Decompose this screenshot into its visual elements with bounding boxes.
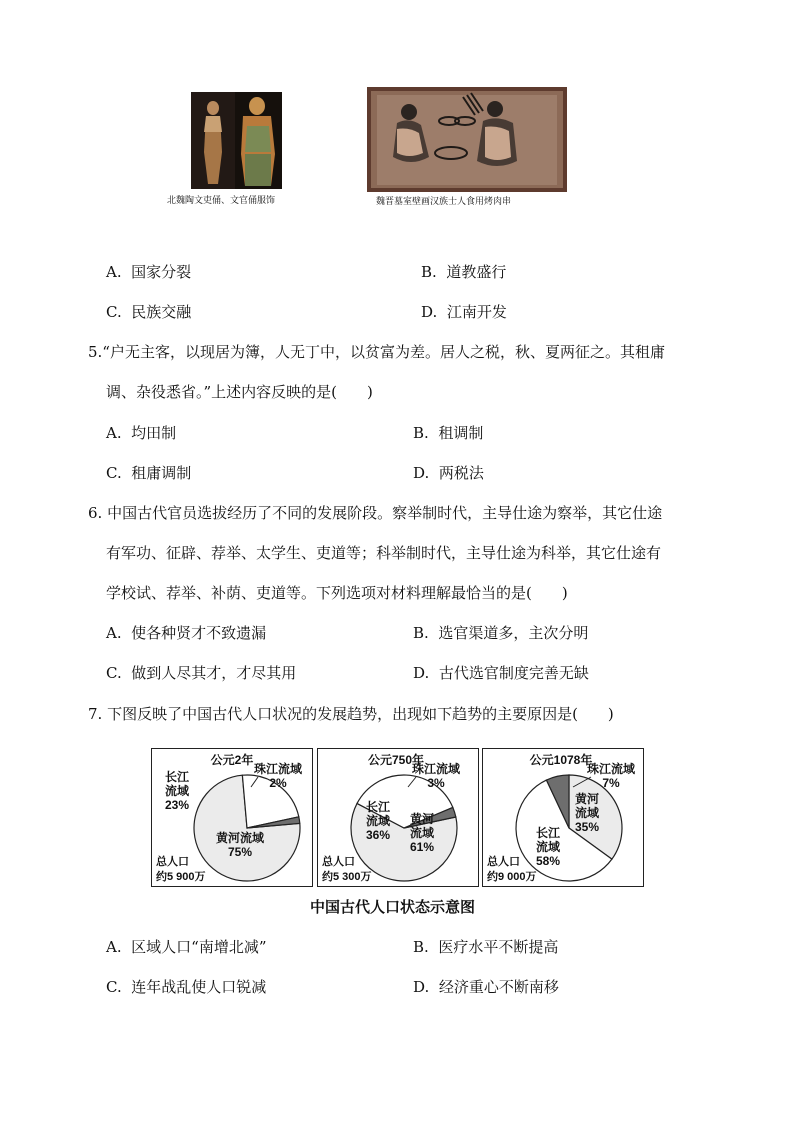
option-text: 区域人口“南增北减”: [131, 938, 267, 956]
option-text: 使各种贤才不致遗漏: [131, 624, 267, 642]
option-letter: D.: [413, 664, 430, 682]
q7-stem: 7. 下图反映了中国古代人口状况的发展趋势，出现如下趋势的主要原因是( ): [88, 705, 614, 723]
mural-image: [367, 87, 567, 192]
slice-label: 珠江流域: [253, 762, 303, 776]
q5-option-d[interactable]: [413, 463, 484, 483]
slice-label: 流域: [365, 814, 391, 828]
figure-title: 中国古代人口状态示意图: [310, 898, 476, 916]
option-letter: B.: [413, 938, 429, 956]
figurines-image: [191, 92, 282, 189]
q6-option-b[interactable]: [413, 623, 588, 643]
q5-stem-line1: 5.“户无主客，以现居为簿，人无丁中，以贫富为差。居人之税，秋、夏两征之。其租庸: [88, 343, 665, 361]
pie-chart-1: [152, 749, 312, 886]
q7-option-d[interactable]: [413, 977, 559, 997]
total-label: 总人口: [487, 856, 520, 868]
pie-chart-2: [318, 749, 478, 886]
pie-title: 公元1078年: [529, 753, 593, 767]
q5-option-b[interactable]: [413, 423, 483, 443]
option-text: 均田制: [131, 424, 177, 442]
option-letter: C.: [106, 464, 122, 482]
option-letter: C.: [106, 664, 122, 682]
slice-label: 黄河: [409, 812, 435, 826]
total-value: 约5 900万: [156, 871, 206, 883]
option-letter: A.: [106, 938, 122, 956]
slice-label: 珠江流域: [411, 762, 461, 776]
option-text: 医疗水平不断提高: [438, 938, 559, 956]
option-letter: A.: [106, 424, 122, 442]
pie-title: 公元2年: [210, 753, 254, 767]
slice-label: 长江: [164, 770, 190, 784]
option-letter: B.: [413, 624, 429, 642]
option-text: 古代选官制度完善无缺: [438, 664, 589, 682]
slice-label: 黄河: [574, 792, 600, 806]
slice-percent: 61%: [409, 840, 435, 854]
total-value: 约9 000万: [487, 871, 537, 883]
photo-mural: [367, 87, 567, 192]
slice-label: 流域: [164, 784, 190, 798]
option-letter: B.: [421, 263, 437, 281]
slice-label: 黄河流域: [215, 831, 265, 845]
q5-option-a[interactable]: [106, 423, 176, 443]
slice-label: 长江: [535, 826, 561, 840]
option-text: 租庸调制: [131, 464, 192, 482]
slice-percent: 36%: [365, 828, 391, 842]
slice-label: 流域: [535, 840, 561, 854]
pie-chart-box-3: [482, 748, 644, 887]
q4-option-c[interactable]: [106, 302, 191, 322]
q4-option-b[interactable]: [421, 262, 506, 282]
option-letter: C.: [106, 303, 122, 321]
slice-label: 流域: [574, 806, 600, 820]
q6-stem-line1: 6. 中国古代官员选拔经历了不同的发展阶段。察举制时代，主导仕途为察举，其它仕途: [88, 504, 663, 522]
slice-percent: 7%: [602, 776, 620, 790]
slice-percent: 75%: [227, 845, 253, 859]
q6-option-c[interactable]: [106, 663, 296, 683]
q5-option-c[interactable]: [106, 463, 191, 483]
option-letter: D.: [413, 978, 430, 996]
option-text: 经济重心不断南移: [438, 978, 559, 996]
q4-option-a[interactable]: [106, 262, 191, 282]
total-label: 总人口: [156, 856, 189, 868]
pie-chart-3: [483, 749, 643, 886]
slice-label: 珠江流域: [586, 762, 636, 776]
photo-figurines: [191, 92, 282, 189]
option-text: 连年战乱使人口锐减: [131, 978, 267, 996]
q4-option-d[interactable]: [421, 302, 507, 322]
photo-figurines-caption: 北魏陶文吏俑、文官俑服饰: [167, 196, 276, 206]
q6-stem-line2: 有军功、征辟、荐举、太学生、吏道等；科举制时代，主导仕途为科举，其它仕途有: [106, 544, 662, 562]
photo-mural-caption: 魏晋墓室壁画汉族士人食用烤肉串: [376, 197, 512, 207]
slice-percent: 2%: [269, 776, 287, 790]
q7-option-b[interactable]: [413, 937, 558, 957]
slice-label: 流域: [409, 826, 435, 840]
option-text: 民族交融: [131, 303, 192, 321]
option-letter: A.: [106, 624, 122, 642]
option-letter: C.: [106, 978, 122, 996]
slice-percent: 58%: [535, 854, 561, 868]
slice-label: 长江: [365, 800, 391, 814]
slice-percent: 3%: [427, 776, 445, 790]
option-text: 道教盛行: [446, 263, 507, 281]
slice-percent: 35%: [574, 820, 600, 834]
total-value: 约5 300万: [322, 871, 372, 883]
option-text: 租调制: [438, 424, 484, 442]
option-text: 做到人尽其才，才尽其用: [131, 664, 297, 682]
option-text: 选官渠道多，主次分明: [438, 624, 589, 642]
pie-chart-box-2: [317, 748, 479, 887]
slice-percent: 23%: [164, 798, 190, 812]
q6-option-a[interactable]: [106, 623, 266, 643]
total-label: 总人口: [322, 856, 355, 868]
option-letter: D.: [413, 464, 430, 482]
q6-option-d[interactable]: [413, 663, 589, 683]
option-text: 国家分裂: [131, 263, 192, 281]
q7-option-c[interactable]: [106, 977, 266, 997]
option-letter: B.: [413, 424, 429, 442]
q5-stem-line2: 调、杂役悉省。”上述内容反映的是( ): [106, 383, 373, 401]
q6-stem-line3: 学校试、荐举、补荫、吏道等。下列选项对材料理解最恰当的是( ): [106, 584, 568, 602]
pie-chart-box-1: [151, 748, 313, 887]
option-text: 两税法: [438, 464, 484, 482]
option-text: 江南开发: [446, 303, 507, 321]
option-letter: A.: [106, 263, 122, 281]
q7-option-a[interactable]: [106, 937, 267, 957]
pie-title: 公元750年: [367, 753, 425, 767]
option-letter: D.: [421, 303, 438, 321]
